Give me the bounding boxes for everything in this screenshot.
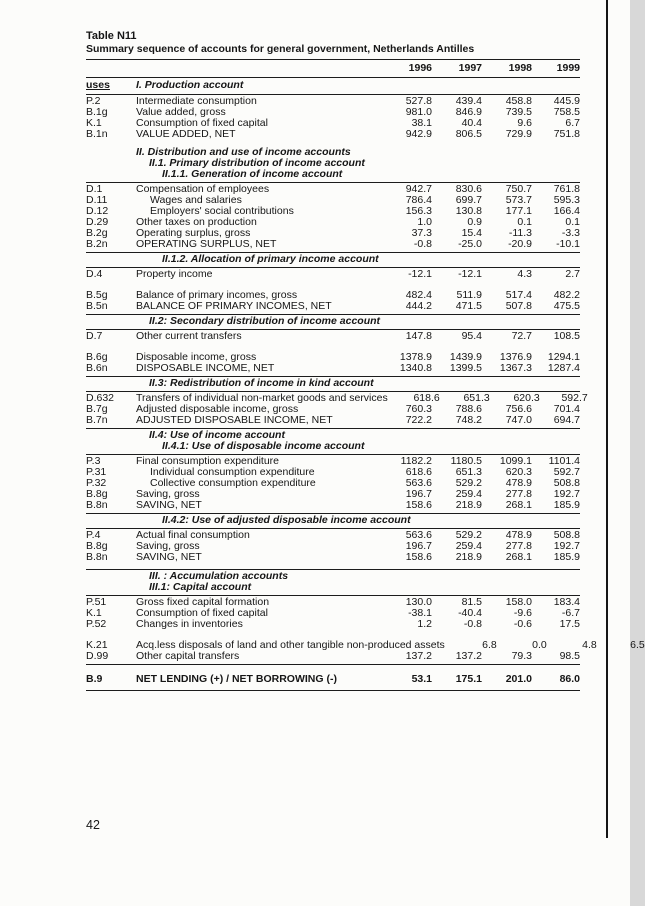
row-value: 108.5 bbox=[553, 330, 580, 342]
row-value: 177.1 bbox=[505, 205, 532, 217]
row-value: 739.5 bbox=[505, 106, 532, 118]
row-value: -12.1 bbox=[458, 268, 482, 280]
row-value: 748.2 bbox=[455, 414, 482, 426]
row-value: 1.2 bbox=[417, 618, 432, 630]
table-row bbox=[86, 363, 580, 374]
row-code: D.99 bbox=[86, 650, 109, 662]
row-label: Intermediate consumption bbox=[136, 95, 257, 107]
section-heading: III.1: Capital account bbox=[149, 581, 252, 593]
row-value: 1099.1 bbox=[499, 455, 532, 467]
row-label: Acq.less disposals of land and other tangible non-produced assets bbox=[136, 639, 445, 651]
year-label-1998: 1998 bbox=[508, 62, 532, 74]
row-value: 130.8 bbox=[455, 205, 482, 217]
row-code: D.7 bbox=[86, 330, 103, 342]
row-value: 0.1 bbox=[565, 216, 580, 228]
row-value: 137.2 bbox=[405, 650, 432, 662]
row-value: 166.4 bbox=[553, 205, 580, 217]
row-value: 750.7 bbox=[505, 183, 532, 195]
row-label: Actual final consumption bbox=[136, 529, 250, 541]
row-label: Final consumption expenditure bbox=[136, 455, 280, 467]
row-value: 508.8 bbox=[553, 529, 580, 541]
row-value: 751.8 bbox=[553, 128, 580, 140]
row-value: 6.5 bbox=[630, 639, 645, 651]
row-value: 4.3 bbox=[517, 268, 532, 280]
row-code: D.12 bbox=[86, 205, 109, 217]
row-value: 592.7 bbox=[553, 466, 580, 478]
row-value: 592.7 bbox=[561, 392, 588, 404]
row-value: 86.0 bbox=[559, 673, 580, 685]
row-value: 482.4 bbox=[405, 289, 432, 301]
row-label: Other capital transfers bbox=[136, 650, 240, 662]
table-title: Summary sequence of accounts for general government, Netherlands Antilles bbox=[86, 43, 475, 55]
row-value: 37.3 bbox=[411, 227, 432, 239]
row-value: 1182.2 bbox=[400, 455, 432, 467]
row-code: B.8g bbox=[86, 488, 108, 500]
section-heading: II.4.1: Use of disposable income account bbox=[162, 440, 365, 452]
row-value: 53.1 bbox=[411, 673, 432, 685]
year-label-1999: 1999 bbox=[556, 62, 580, 74]
row-value: 761.8 bbox=[553, 183, 580, 195]
row-label: Changes in inventories bbox=[136, 618, 243, 630]
row-label: Collective consumption expenditure bbox=[150, 477, 316, 489]
row-value: 192.7 bbox=[553, 540, 580, 552]
row-label: VALUE ADDED, NET bbox=[136, 128, 236, 140]
row-value: 81.5 bbox=[461, 596, 482, 608]
row-label: SAVING, NET bbox=[136, 499, 202, 511]
row-value: -0.6 bbox=[513, 618, 532, 630]
row-code: P.32 bbox=[86, 477, 107, 489]
row-value: 156.3 bbox=[405, 205, 432, 217]
row-value: 942.9 bbox=[405, 128, 432, 140]
row-code: B.8n bbox=[86, 551, 108, 563]
row-value: 6.7 bbox=[565, 117, 580, 129]
table-row bbox=[86, 269, 580, 280]
row-value: -25.0 bbox=[458, 238, 482, 250]
row-value: 196.7 bbox=[405, 540, 432, 552]
row-value: 137.2 bbox=[455, 650, 482, 662]
row-label: Transfers of individual non-market goods and services bbox=[136, 392, 388, 404]
row-code: B.2n bbox=[86, 238, 108, 250]
row-value: 196.7 bbox=[405, 488, 432, 500]
row-value: -10.1 bbox=[556, 238, 580, 250]
row-value: 729.9 bbox=[505, 128, 532, 140]
year-header-row bbox=[86, 61, 580, 75]
row-code: P.31 bbox=[86, 466, 107, 478]
row-value: 17.5 bbox=[559, 618, 580, 630]
row-value: 458.8 bbox=[505, 95, 532, 107]
row-value: 158.6 bbox=[405, 499, 432, 511]
row-value: 620.3 bbox=[513, 392, 540, 404]
row-label: Value added, gross bbox=[136, 106, 226, 118]
row-value: 9.6 bbox=[517, 117, 532, 129]
row-value: 620.3 bbox=[505, 466, 532, 478]
row-value: 747.0 bbox=[505, 414, 532, 426]
row-label: Saving, gross bbox=[136, 540, 200, 552]
row-code: P.52 bbox=[86, 618, 107, 630]
row-spacer bbox=[86, 685, 580, 688]
row-value: 444.2 bbox=[405, 300, 432, 312]
section-heading: II.1. Primary distribution of income account bbox=[149, 157, 365, 169]
row-label: Gross fixed capital formation bbox=[136, 596, 270, 608]
section-heading: II.2: Secondary distribution of income account bbox=[149, 315, 381, 327]
row-value: 201.0 bbox=[505, 673, 532, 685]
row-value: 760.3 bbox=[405, 403, 432, 415]
row-code: D.29 bbox=[86, 216, 109, 228]
row-code: K.21 bbox=[86, 639, 108, 651]
row-code: D.1 bbox=[86, 183, 103, 195]
row-value: -38.1 bbox=[408, 607, 432, 619]
table-row bbox=[86, 301, 580, 312]
row-code: B.7n bbox=[86, 414, 108, 426]
row-value: 756.6 bbox=[505, 403, 532, 415]
row-value: 259.4 bbox=[455, 540, 482, 552]
row-label: DISPOSABLE INCOME, NET bbox=[136, 362, 275, 374]
section-heading: II.1.1. Generation of income account bbox=[162, 168, 343, 180]
section-heading-production-account: I. Production account bbox=[136, 79, 244, 91]
row-value: 527.8 bbox=[405, 95, 432, 107]
row-value: 79.3 bbox=[511, 650, 532, 662]
row-value: 788.6 bbox=[455, 403, 482, 415]
row-value: 439.4 bbox=[455, 95, 482, 107]
row-code: B.1n bbox=[86, 128, 108, 140]
uses-header-row bbox=[86, 79, 580, 92]
row-label: Employers' social contributions bbox=[150, 205, 294, 217]
row-value: -3.3 bbox=[561, 227, 580, 239]
table-label: Table N11 bbox=[86, 30, 137, 42]
row-label: Other taxes on production bbox=[136, 216, 257, 228]
scan-edge-line bbox=[606, 0, 608, 838]
row-value: 218.9 bbox=[455, 551, 482, 563]
row-code: B.8g bbox=[86, 540, 108, 552]
row-value: 40.4 bbox=[461, 117, 482, 129]
section-heading: II. Distribution and use of income accounts bbox=[136, 146, 351, 158]
row-value: 722.2 bbox=[405, 414, 432, 426]
row-value: 183.4 bbox=[553, 596, 580, 608]
row-value: 0.0 bbox=[532, 639, 547, 651]
row-label: NET LENDING (+) / NET BORROWING (-) bbox=[136, 673, 337, 685]
row-value: 15.4 bbox=[461, 227, 482, 239]
title-rule bbox=[86, 59, 580, 60]
year-label-1996: 1996 bbox=[408, 62, 432, 74]
row-value: 511.9 bbox=[456, 289, 482, 301]
row-value: 1399.5 bbox=[449, 362, 482, 374]
row-value: 529.2 bbox=[455, 477, 482, 489]
row-value: 185.9 bbox=[553, 551, 580, 563]
table-rows bbox=[86, 95, 645, 691]
row-label: Individual consumption expenditure bbox=[150, 466, 315, 478]
row-value: 830.6 bbox=[455, 183, 482, 195]
row-label: Saving, gross bbox=[136, 488, 200, 500]
table-row bbox=[86, 239, 580, 250]
row-value: 694.7 bbox=[553, 414, 580, 426]
table-row bbox=[86, 415, 580, 426]
row-value: 651.3 bbox=[463, 392, 490, 404]
row-code: B.5n bbox=[86, 300, 108, 312]
row-code: D.632 bbox=[86, 392, 115, 404]
row-code: B.2g bbox=[86, 227, 108, 239]
row-value: 699.7 bbox=[455, 194, 482, 206]
row-value: 192.7 bbox=[553, 488, 580, 500]
row-code: B.9 bbox=[86, 673, 103, 685]
row-value: 846.9 bbox=[455, 106, 482, 118]
row-label: Compensation of employees bbox=[136, 183, 270, 195]
row-code: P.51 bbox=[86, 596, 107, 608]
table-row bbox=[86, 552, 580, 563]
row-spacer bbox=[86, 563, 580, 567]
row-label: OPERATING SURPLUS, NET bbox=[136, 238, 277, 250]
row-value: -20.9 bbox=[508, 238, 532, 250]
row-code: K.1 bbox=[86, 117, 102, 129]
row-value: 277.8 bbox=[505, 540, 532, 552]
row-value: 981.0 bbox=[405, 106, 432, 118]
row-value: 507.8 bbox=[505, 300, 532, 312]
row-label: Adjusted disposable income, gross bbox=[136, 403, 299, 415]
row-code: B.7g bbox=[86, 403, 108, 415]
row-value: 478.9 bbox=[505, 477, 532, 489]
row-label: Disposable income, gross bbox=[136, 351, 257, 363]
row-value: 158.6 bbox=[405, 551, 432, 563]
row-value: 158.0 bbox=[505, 596, 532, 608]
row-value: 471.5 bbox=[455, 300, 482, 312]
row-value: 1376.9 bbox=[499, 351, 532, 363]
row-value: 786.4 bbox=[405, 194, 432, 206]
row-value: 517.4 bbox=[505, 289, 532, 301]
row-value: 1367.3 bbox=[499, 362, 532, 374]
row-value: 1378.9 bbox=[399, 351, 432, 363]
section-heading: II.1.2. Allocation of primary income account bbox=[162, 253, 379, 265]
table-row bbox=[86, 129, 580, 140]
row-value: 259.4 bbox=[455, 488, 482, 500]
table-row bbox=[86, 651, 580, 662]
row-value: 595.3 bbox=[553, 194, 580, 206]
row-value: 175.1 bbox=[455, 673, 482, 685]
row-value: -0.8 bbox=[413, 238, 432, 250]
row-label: Consumption of fixed capital bbox=[136, 607, 268, 619]
row-label: Consumption of fixed capital bbox=[136, 117, 268, 129]
row-code: P.4 bbox=[86, 529, 101, 541]
row-code: B.6g bbox=[86, 351, 108, 363]
section-heading: II.4: Use of income account bbox=[149, 429, 285, 441]
row-value: 478.9 bbox=[505, 529, 532, 541]
row-value: 445.9 bbox=[553, 95, 580, 107]
row-label: Operating surplus, gross bbox=[136, 227, 251, 239]
row-value: 4.8 bbox=[582, 639, 597, 651]
row-code: P.3 bbox=[86, 455, 101, 467]
row-value: -6.7 bbox=[561, 607, 580, 619]
row-value: 475.5 bbox=[553, 300, 580, 312]
row-label: Other current transfers bbox=[136, 330, 242, 342]
section-divider-rule bbox=[86, 664, 580, 665]
row-value: -9.6 bbox=[513, 607, 532, 619]
row-value: 1287.4 bbox=[547, 362, 580, 374]
row-value: 651.3 bbox=[455, 466, 482, 478]
row-value: -40.4 bbox=[458, 607, 482, 619]
row-value: 0.1 bbox=[517, 216, 532, 228]
row-value: 1101.4 bbox=[548, 455, 580, 467]
section-heading: III. : Accumulation accounts bbox=[149, 570, 289, 582]
row-value: -11.3 bbox=[508, 227, 532, 239]
row-value: 2.7 bbox=[565, 268, 580, 280]
table-content bbox=[86, 30, 645, 692]
row-value: -12.1 bbox=[408, 268, 432, 280]
row-value: 701.4 bbox=[553, 403, 580, 415]
row-value: 563.6 bbox=[405, 477, 432, 489]
row-label: Balance of primary incomes, gross bbox=[136, 289, 298, 301]
row-label: BALANCE OF PRIMARY INCOMES, NET bbox=[136, 300, 332, 312]
row-code: B.1g bbox=[86, 106, 108, 118]
row-value: 218.9 bbox=[455, 499, 482, 511]
row-value: -0.8 bbox=[463, 618, 482, 630]
section-heading: II.4.2: Use of adjusted disposable income account bbox=[162, 514, 411, 526]
table-row bbox=[86, 500, 580, 511]
uses-column-label: uses bbox=[86, 79, 110, 91]
section-divider-rule bbox=[86, 690, 580, 691]
row-value: 758.5 bbox=[553, 106, 580, 118]
row-value: 95.4 bbox=[461, 330, 482, 342]
row-value: 529.2 bbox=[455, 529, 482, 541]
row-value: 482.2 bbox=[553, 289, 580, 301]
row-code: B.6n bbox=[86, 362, 108, 374]
row-value: 130.0 bbox=[405, 596, 432, 608]
row-value: 277.8 bbox=[505, 488, 532, 500]
row-value: 1180.5 bbox=[450, 455, 482, 467]
row-value: 942.7 bbox=[405, 183, 432, 195]
header-rule bbox=[86, 77, 580, 78]
year-label-1997: 1997 bbox=[458, 62, 482, 74]
row-value: 185.9 bbox=[553, 499, 580, 511]
row-value: 573.7 bbox=[505, 194, 532, 206]
row-label: Property income bbox=[136, 268, 213, 280]
row-value: 1439.9 bbox=[449, 351, 482, 363]
row-code: K.1 bbox=[86, 607, 102, 619]
page-number: 42 bbox=[86, 818, 100, 832]
row-value: 72.7 bbox=[511, 330, 532, 342]
row-value: 1.0 bbox=[417, 216, 432, 228]
row-code: D.4 bbox=[86, 268, 103, 280]
row-value: 268.1 bbox=[505, 551, 532, 563]
row-value: 98.5 bbox=[559, 650, 580, 662]
row-value: 1294.1 bbox=[547, 351, 580, 363]
row-code: P.2 bbox=[86, 95, 101, 107]
row-value: 618.6 bbox=[405, 466, 432, 478]
row-value: 563.6 bbox=[405, 529, 432, 541]
row-value: 508.8 bbox=[553, 477, 580, 489]
row-value: 1340.8 bbox=[399, 362, 432, 374]
row-code: D.11 bbox=[86, 194, 108, 206]
row-value: 618.6 bbox=[413, 392, 440, 404]
row-label: ADJUSTED DISPOSABLE INCOME, NET bbox=[136, 414, 333, 426]
row-value: 147.8 bbox=[405, 330, 432, 342]
row-label: SAVING, NET bbox=[136, 551, 202, 563]
row-code: B.5g bbox=[86, 289, 108, 301]
row-code: B.8n bbox=[86, 499, 108, 511]
row-value: 806.5 bbox=[455, 128, 482, 140]
row-value: 38.1 bbox=[411, 117, 432, 129]
table-row bbox=[86, 674, 580, 685]
row-value: 0.9 bbox=[467, 216, 482, 228]
row-label: Wages and salaries bbox=[150, 194, 242, 206]
row-value: 6.8 bbox=[482, 639, 497, 651]
table-row bbox=[86, 331, 580, 342]
table-row bbox=[86, 619, 580, 630]
row-value: 268.1 bbox=[505, 499, 532, 511]
section-heading: II.3: Redistribution of income in kind account bbox=[149, 377, 374, 389]
